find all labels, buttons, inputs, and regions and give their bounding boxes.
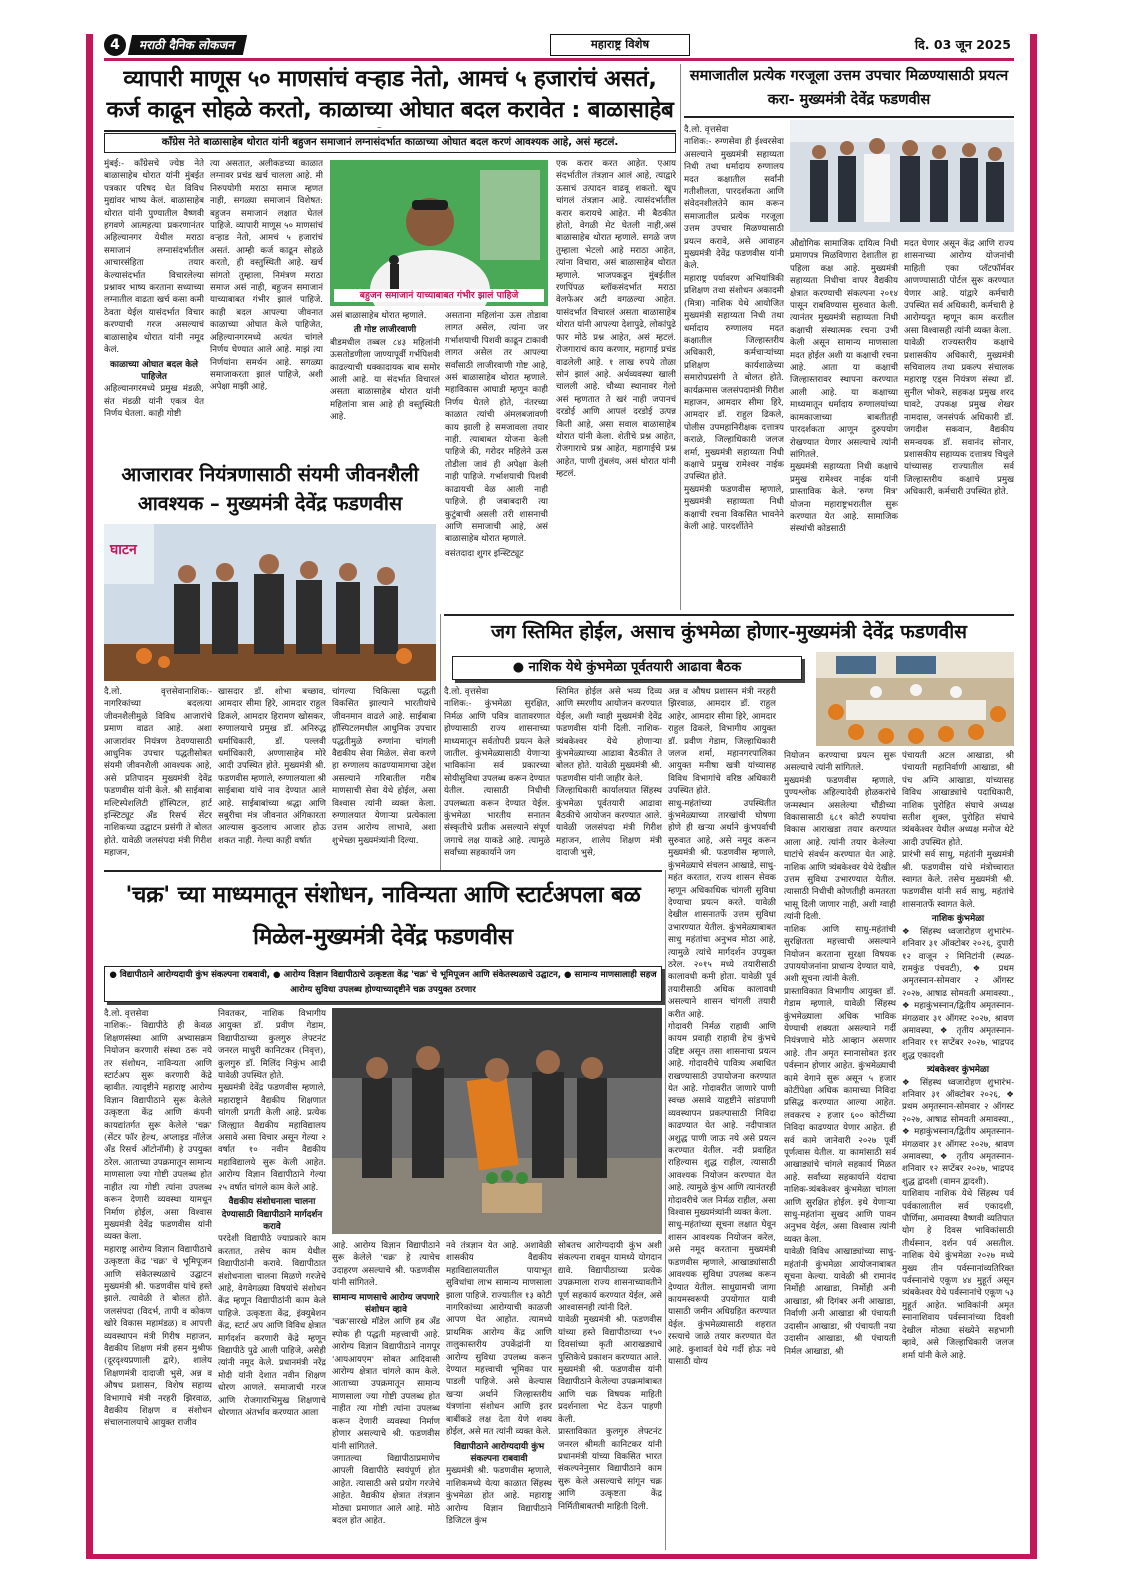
- story1-headline: व्यापारी माणूस ५० माणसांचं वऱ्हाड नेतो, आमचं ५ हजारांचं असतं, कर्ज काढून सोहळे करतो, काळाच्या ओघात बदल करावेत : बाळासाहेब: [106, 66, 674, 123]
- story5-subhead-1: वैद्यकीय संशोधनाला चालना देण्यासाठी विद्यापीठाने मार्गदर्शन करावे: [221, 1197, 323, 1232]
- workshop-photo: [790, 120, 1014, 232]
- dignitaries-illustration: [790, 120, 1014, 232]
- story2-col2: [790, 238, 898, 612]
- story1-subhead-2: ती गोष्ट लाजीरवाणी: [353, 325, 417, 336]
- story5-col4-text-b: मुख्यमंत्री श्री. फडणवीस म्हणाले, नाशिकमध्ये येत्या काळात सिंहस्थ कुंभमेळा होत आहे. महाराष्ट्र आरोग्य विज्ञान विद्यापीठाने डिजिटल कुंभ: [446, 1466, 552, 1526]
- story5-col3-text-b: 'चक्र'सारखे मॉडेल आणि हब अँड स्पोक ही पद्धती महत्त्वाची आहे. आरोग्य विज्ञान विद्यापीठाने नागपूर 'आयआयएम' सोबत आदिवासी आरोग्य क्षेत्रात चांगले काम केले. आताच्या उपक्रमातून सामान्य माणसाला ज्या गोष्टी उपलब्ध होत नाहीत त्या गोष्टी त्यांना उपलब्ध करून देणारी व्यवस्था निर्माण होणार असल्याचे श्री. फडणवीस यांनी सांगितले. जगातल्या विद्यापीठाप्रमाणेच आपली विद्यापीठे स्वयंपूर्ण होत आहेत. त्यासाठी असे प्रयोग गरजेचे आहेत. वैद्यकीय क्षेत्रात तंत्रज्ञान मोठ्या प्रमाणात आले आहे. मोठे बदल होत आहेत.: [332, 1317, 440, 1526]
- story3-col3-text: चांगल्या चिकित्सा पद्धती विकसित झाल्याने भारतीयांचे जीवनमान वाढले आहे. साईबाबा हॉस्पिटलमधील आधुनिक उपचार पद्धतीमुळे रुग्णांना चांगली वैद्यकीय सेवा मिळेल. सेवा करणे हा रुग्णालय काढण्यामागचा उद्देश असल्याने गरिबातील गरीब माणसाची सेवा येथे होईल, असा विश्वास त्यांनी व्यक्त केला. रुग्णालयात येणाऱ्या प्रत्येकाला उत्तम आरोग्य लाभावे, अशा शुभेच्छा मुख्यमंत्र्यांनी दिल्या.: [332, 687, 436, 846]
- meeting-illustration: [816, 652, 1014, 746]
- story5-col4: [446, 1240, 552, 1550]
- masthead: [104, 34, 1014, 58]
- story5-col2-text: निवतकर, नाशिक विभागीय आयुक्त डॉ. प्रवीण गेडाम, विद्यापीठाच्या कुलगुरु लेफ्टनंट जनरल माधुरी कानिटकर (निवृत्त), कुलगुरु डॉ. मिलिंद निकुंभ आदी यावेळी उपस्थित होते. मुख्यमंत्री देवेंद्र फडणवीस म्हणाले, महाराष्ट्राने वैद्यकीय शिक्षणात चांगली प्रगती केली आहे. प्रत्येक जिल्ह्यात वैद्यकीय महाविद्यालय असावे असा विचार असून गेल्या २ वर्षात १० नवीन वैद्यकीय महाविद्यालये सुरू केली आहेत. आरोग्य विज्ञान विद्यापीठाने गेल्या २५ वर्षात चांगले काम केले आहे.: [218, 1009, 326, 1193]
- story4-col1: [444, 686, 550, 866]
- story5-subhead-3: विद्यापीठाने आरोग्यदायी कुंभ संकल्पना राबवावी: [453, 1441, 545, 1464]
- ceremony-illustration: [332, 1008, 662, 1234]
- story1-col3: [330, 310, 440, 455]
- story1-col4-end: वसंतदादा शुगर इन्स्टिट्यूट: [445, 548, 524, 559]
- story1-col3-text: असं बाळासाहेब थोरात म्हणाले.: [330, 311, 427, 321]
- story1-col1: [104, 158, 204, 455]
- story1-col2: [210, 158, 323, 455]
- column-rule: [665, 870, 666, 1550]
- story4-col3: [668, 686, 776, 1550]
- speaker-illustration: [330, 160, 548, 306]
- photo-caption: बहुजन समाजानं याच्याबाबत गंभीर झालं पाहिजे: [334, 289, 544, 302]
- story5-col3: [332, 1240, 440, 1550]
- story4-col4: [784, 750, 896, 1550]
- story3-col3: [332, 686, 436, 866]
- story4-col2: [556, 686, 662, 866]
- issue-date: दि. 03 जून 2025: [914, 37, 1011, 52]
- story1-subhead-1: काळाच्या ओघात बदल केले पाहिजेत: [110, 359, 198, 382]
- nashik-kumbh-dates: ❖ सिंहस्थ ध्वजारोहण शुभारंभ-शनिवार ३१ ऑक्टोबर २०२६, दुपारी १२ वाजून २ मिनिटांनी (स्थळ-रामकुंड पंचवटी), ❖ प्रथम अमृतस्नान-सोमवार २ ऑगस्ट २०२७, आषाढ सोमवती अमावस्या., ❖ महाकुंभस्नान/द्वितीय अमृतस्नान-मंगळवार ३१ ऑगस्ट २०२७, श्रावण अमावस्या, ❖ तृतीय अमृतस्नान-शनिवार ११ सप्टेंबर २०२७, भाद्रपद शुद्ध एकादशी: [902, 926, 1014, 1061]
- story2-col3-text: मदत घेणार असून केंद्र आणि राज्य शासनाच्या आरोग्य योजनांची माहिती एका प्लॅटफॉर्मवर आणण्यासाठी पोर्टल सुरू करण्यात येणार आहे. यांद्वारे कर्मचारी उपस्थित सर्व अधिकारी, कर्मचारी हे आरोग्यदूत म्हणून काम करतील असा विश्वासही त्यांनी व्यक्त केला. यावेळी राज्यस्तरीय कक्षाचे प्रशासकीय अधिकारी, मुख्यमंत्री सचिवालय तथा प्रकल्प संचालक महाराष्ट्र एड्स नियंत्रण संस्था डॉ. सुनील भोकरे, सहकक्ष प्रमुख शरद घावटे, उपकक्ष प्रमुख शेखर नामदास, जनसंपर्क अधिकारी डॉ. जगदीश सकवान, वैद्यकीय समन्वयक डॉ. सवानंद सोनार, प्रशासकीय सहाय्यक दत्तात्रय चिथुले यांच्यासह राज्यातील सर्व जिल्हास्तरीय कक्षाचे प्रमुख अधिकारी, कर्मचारी उपस्थित होते.: [904, 239, 1014, 498]
- story1-col3-text-b: बीडमधील तब्बल ८४३ महिलांनी ऊसतोडणीला जाण्यापूर्वी गर्भपिशवी काढल्याची धक्कादायक बाब समोर आली आहे. या संदर्भात विचारलं असता बाळासाहेब थोरात यांनी महिलांना त्रास आहे ही वस्तुस्थिती आहे.: [330, 337, 440, 423]
- divider: [684, 116, 1014, 118]
- section-label: महाराष्ट्र विशेष: [550, 34, 690, 56]
- story1-col1-text-b: अहिल्यानगरमध्ये प्रमुख मंडळी, संत मंडळी यांनी एकत्र येत निर्णय घेतला. काही गोष्टी: [104, 384, 204, 420]
- story5-headline: 'चक्र' च्या माध्यमातून संशोधन, नाविन्यता आणि स्टार्टअपला बळ मिळेल-मुख्यमंत्री देवेंद्र फडणवीस: [125, 882, 641, 950]
- column-rule: [680, 64, 681, 610]
- tryambak-kumbh-dates: ❖ सिंहस्थ ध्वजारोहण शुभारंभ- शनिवार ३१ ऑक्टोबर २०२६, ❖ प्रथम अमृतस्नान-सोमवार २ ऑगस्ट २०२७, आषाढ सोमवती अमावस्या., ❖ महाकुंभस्नान/द्वितीय अमृतस्नान-मंगळवार ३१ ऑगस्ट २०२७, श्रावण अमावस्या, ❖ तृतीय अमृतस्नान-शनिवार १२ सप्टेंबर २०२७, भाद्रपद शुद्ध द्वादशी (वामन द्वादशी). याशिवाय नाशिक येथे सिंहस्थ पर्व पर्वकालातील सर्व एकादशी, पौर्णिमा, अमावस्या वैष्णवी व्यतिपात योग हे दिवस भाविकांसाठी तीर्थस्नान, दर्शन पर्व असतील. नाशिक येथे कुंभमेळा २०२७ मध्ये मुख्य तीन पर्वस्नानांव्यतिरिक्त पर्वस्नानांचे एकूण ४४ मुहूर्त असून त्र्यंबकेश्वर येथे पर्वस्नानांचे एकूण ५३ मुहूर्त आहेत. भाविकांनी अमृत स्नानाशिवाय पर्वस्नानांच्या दिवशी देखील मोठ्या संख्येने सहभागी व्हावे, असे जिल्हाधिकारी जलज शर्मा यांनी केले आहे.: [902, 1077, 1014, 1361]
- paper-name: मराठी दैनिक लोकजन: [128, 35, 247, 55]
- hospital-inauguration-photo: [104, 524, 436, 681]
- masthead-rule: [104, 58, 1014, 61]
- story4-col2-text: स्तिमित होईल असे भव्य दिव्य आणि स्मरणीय आयोजन करण्यात येईल, अशी ग्वाही मुख्यमंत्री देवेंद्र फडणवीस यांनी दिली. नाशिक-त्र्यंबकेश्वर येथे होणाऱ्या कुंभमेळ्याच्या आढावा बैठकीत ते बोलत होते. यावेळी मुख्यमंत्री श्री. फडणवीस यांनी जाहीर केले. जिल्हाधिकारी कार्यालयात सिंहस्थ कुंभमेळा पूर्वतयारी आढावा बैठकीचे आयोजन करण्यात आले. यावेळी जलसंपदा मंत्री गिरीश महाजन, शालेय शिक्षण मंत्री दादाजी भुसे,: [556, 687, 662, 859]
- story1-col1-text: मुंबई:- काँग्रेसचे ज्येष्ठ नेते बाळासाहेब थोरात यांनी मुंबईत पत्रकार परिषद घेत विविध मुद्यांवर भाष्य केलं. बाळासाहेब थोरात यांनी पुण्यातील वैष्णवी हगवणे आत्महत्या प्रकरणानंतर अहिल्यानगर येथील मराठा समाजानं लग्नासंदर्भातील आचारसंहिता तयार केल्यासंदर्भात विचारलेल्या प्रश्नावर भाष्य करताना सध्याच्या लग्नातील वाढता खर्च कसा कमी ठेवता येईल यासंदर्भात विचार करण्याची गरज असल्याचं बाळासाहेब थोरात यांनी नमूद केलं.: [104, 159, 204, 356]
- story3-col2-text: खासदार डॉ. शोभा बच्छाव, आमदार सीमा हिरे, आमदार राहुल ढिकले, आमदार हिरामण खोसकर, रुग्णालयाचे प्रमुख डॉ. अनिरुद्ध धर्माधिकारी, डॉ. पल्लवी धर्माधिकारी, अण्णासाहेब मोरे आदी उपस्थित होते. मुख्यमंत्री श्री. फडणवीस म्हणाले, रुग्णालयाला श्री साईबाबा यांचे नाव देण्यात आले आहे. साईबाबांच्या श्रद्धा आणि सबुरीचा मंत्र जीवनात अंगिकारता आल्यास कुठलाच आजार होऊ शकत नाही. गेल्या काही वर्षात: [218, 687, 326, 846]
- story5-deck: ● विद्यापीठाने आरोग्यदायी कुंभ संकल्पना राबवावी, ● आरोग्य विज्ञान विद्यापीठाचे उत्कृष्टता केंद्र 'चक्र' चे भूमिपूजन आणि संकेतस्थळाचे उद्घाटन, ● सामान्य माणसालाही सहज आरोग्य सुविधा उपलब्ध होण्याच्यादृष्टीने चक्र उपयुक्त ठरणार: [104, 966, 662, 1002]
- story5-col1-text: दै.लो. वृत्तसेवा नाशिक:- विद्यापीठे ही केवळ शिक्षणसंस्था आणि अभ्यासक्रम नियोजन करणारी संस्था ठरू नये तर संशोधन, नाविन्यता आणि स्टार्टअप सुरू करणारी केंद्रे व्हावीत. त्यादृष्टीने महाराष्ट्र आरोग्य विज्ञान विद्यापीठाने सुरू केलेले उत्कृष्टता केंद्र आणि कंपनी कायद्यांतर्गत सुरू केलेले 'चक्र' (सेंटर फॉर हेल्थ, अप्लाइड नॉलेज अँड रिसर्च ऑटोनॉमी) हे उपयुक्त ठरेल. आताच्या उपक्रमातून सामान्य माणसाला ज्या गोष्टी उपलब्ध होत नाहीत त्या गोष्टी त्यांना उपलब्ध करून देणारी व्यवस्था यामधून निर्माण होईल, असा विश्वास मुख्यमंत्री देवेंद्र फडणवीस यांनी व्यक्त केला. महाराष्ट्र आरोग्य विज्ञान विद्यापीठाचे उत्कृष्टता केंद्र 'चक्र' चे भूमिपूजन आणि संकेतस्थळाचे उद्घाटन मुख्यमंत्री श्री. फडणवीस यांचे हस्ते झाले. त्यावेळी ते बोलत होते. जलसंपदा (विदर्भ, तापी व कोकण खोरे विकास महामंडळ) व आपत्ती व्यवस्थापन मंत्री गिरीष महाजन, वैद्यकीय शिक्षण मंत्री हसन मुश्रीफ (दूरदृश्यप्रणाली द्वारे), शालेय शिक्षणमंत्री दादाजी भुसे, अन्न व औषध प्रशासन, विशेष सहाय्य विभागाचे मंत्री नरहरी झिरवाळ, वैद्यकीय शिक्षण व संशोधन संचालनालयाचे आयुक्त राजीव: [104, 1009, 212, 1429]
- divider: [104, 130, 676, 132]
- divider: [444, 614, 1014, 616]
- thorat-photo: [330, 160, 548, 306]
- story4-col5: [902, 750, 1014, 1550]
- page-number-badge: 4: [104, 34, 126, 56]
- story5-col3-text: आहे. आरोग्य विज्ञान विद्यापीठाने सुरू केलेले 'चक्र' हे त्याचेच उदाहरण असल्याचे श्री. फडणवीस यांनी सांगितले.: [332, 1241, 440, 1289]
- story5-col5-text: सोबतच आरोग्यदायी कुंभ अशी संकल्पना राबवून यामध्ये योगदान द्यावे. विद्यापीठाच्या प्रत्येक उपक्रमाला राज्य शासनाच्यावतीने पूर्ण सहकार्य करण्यात येईल, असे आश्वासनही त्यांनी दिले. यावेळी मुख्यमंत्री श्री. फडणवीस यांच्या हस्ते विद्यापीठाच्या १५० दिवसांच्या कृती आराखड्याचे पुस्तिकेचे प्रकाशन करण्यात आले. मुख्यमंत्री श्री. फडणवीस यांनी विद्यापीठाने केलेल्या उपक्रमांबाबत आणि चक्र विषयक माहिती प्रदर्शनाला भेट देऊन पाहणी केली. प्रास्ताविकात कुलगुरु लेफ्टनंट जनरल श्रीमती कानिटकर यांनी प्रधानमंत्री यांच्या विकसित भारत संकल्पनेनुसार विद्यापीठाने काम सुरू केले असल्याचे सांगून चक्र आणि उत्कृष्टता केंद्र निर्मितीबाबतची माहिती दिली.: [558, 1241, 662, 1512]
- left-margin-bar: [86, 34, 93, 1554]
- story4-col1-text: दै.लो. वृत्तसेवा नाशिक:- कुंभमेळा सुरक्षित, निर्मळ आणि पवित्र वातावरणात होण्यासाठी राज्य शासनाच्या माध्यमातून सर्वतोपरी प्रयत्न केले जातील. कुंभमेळ्यासाठी येणाऱ्या भाविकांना सर्व प्रकारच्या सोयीसुविधा उपलब्ध करून देण्यात येतील. त्यासाठी निधीची उपलब्धता करून देण्यात येईल. कुंभमेळा भारतीय सनातन संस्कृतीचे प्रतीक असल्याने संपूर्ण जगाचे लक्ष याकडे आहे. त्यामुळे सर्वांच्या सहकार्याने जग: [444, 687, 550, 859]
- review-meeting-photo: [816, 652, 1014, 746]
- story1-col2-text: त्या असतात, अलीकडच्या काळात लग्नावर प्रचंड खर्च चालला आहे. मी निरुपयोगी मराठा समाज म्हणत नाही, सगळ्या समाजानं विशेषत: बहुजन समाजानं लक्षात घेतलं पाहिजे. व्यापारी माणूस ५० माणसांचं वऱ्हाड नेतो, आमचं ५ हजारांचं असतं. आम्ही कर्ज काढून सोहळे करतो, ही वस्तुस्थिती आहे. खर्च सांगतो तुम्हाला, निमंत्रण मराठा समाज असं नाही, बहुजन समाजानं याच्याबाबत गंभीर झालं पाहिजे. काही बदल आपल्या जीवनात काळाच्या ओघात केले पाहिजेत, अहिल्यानगरमध्ये अत्यंत चांगले निर्णय घेण्यात आले आहे. माझं त्या निर्णयांना समर्थन आहे. सगळ्या समाजाकरता झालं पाहिजे, अशी अपेक्षा माझी आहे,: [210, 159, 323, 393]
- story5-col1: [104, 1008, 212, 1550]
- story2-col3: [904, 238, 1014, 612]
- story3-col1-text: दै.लो. वृत्तसेवानाशिक:- नागरिकांच्या बदलत्या जीवनशैलीमुळे विविध आजारांचे प्रमाण वाढत आहे. अशा आजारांवर नियंत्रण ठेवण्यासाठी आधुनिक उपचार पद्धतीसोबत संयमी जीवनशैली आवश्यक आहे, असे प्रतिपादन मुख्यमंत्री देवेंद्र फडणवीस यांनी केले. श्री साईबाबा मल्टिस्पेशलिटी हॉस्पिटल, हार्ट इन्स्टिट्यूट अँड रिसर्च सेंटर नाशिकच्या उद्घाटन प्रसंगी ते बोलत होते. यावेळी जलसंपदा मंत्री गिरीश महाजन,: [104, 687, 212, 859]
- story1-col5: [556, 158, 676, 602]
- story5-col4-text: नवे तंत्रज्ञान येत आहे. अशावेळी शासकीय वैद्यकीय महाविद्यालयातील पायाभूत सुविधांचा लाभ सामान्य माणसाला झाला पाहिजे. राज्यातील १३ कोटी नागरिकांच्या आरोग्याची काळजी आपण घेत आहोत. त्यामध्ये प्राथमिक आरोग्य केंद्र आणि तालुकास्तरीय उपकेंद्रांनी या आरोग्य सुविधा उपलब्ध करून देण्यात महत्त्वाची भूमिका पार पाडली पाहिजे. असे केल्यास खऱ्या अर्थाने जिल्हास्तरीय यंत्रणांना संशोधन आणि इतर बाबींकडे लक्ष देता येणे शक्य होईल, असे मत त्यांनी व्यक्त केले.: [446, 1241, 552, 1438]
- svg-text:घाटन: घाटन: [110, 542, 137, 558]
- tryambak-kumbh-subhead: त्र्यंबकेश्वर कुंभमेळा: [927, 1065, 989, 1076]
- chakra-bhoomipujan-photo: [332, 1008, 662, 1234]
- story2-headline: समाजातील प्रत्येक गरजूला उत्तम उपचार मिळण्यासाठी प्रयत्न करा- मुख्यमंत्री देवेंद्र फडणवीस: [689, 68, 1009, 108]
- story4-headline: जग स्तिमित होईल, असाच कुंभमेळा होणार-मुख्यमंत्री देवेंद्र फडणवीस: [490, 621, 968, 643]
- right-margin-bar: [1030, 34, 1037, 1554]
- column-rule: [440, 614, 441, 870]
- story2-col1-text: दै.लो. वृत्तसेवा नाशिक:- रुग्णसेवा ही ईश्वरसेवा असल्याने मुख्यमंत्री सहाय्यता निधी तथा धर्मादाय रुग्णालय मदत कक्षातील सर्वांनी गतीशीलता, पारदर्शकता आणि संवेदनशीलतेने काम करून समाजातील प्रत्येक गरजूला उत्तम उपचार मिळण्यासाठी प्रयत्न करावे, असे आवाहन मुख्यमंत्री देवेंद्र फडणवीस यांनी केले. महाराष्ट्र पर्यावरण अभियांत्रिकी प्रशिक्षण तथा संशोधन अकादमी (मित्रा) नाशिक येथे आयोजित मुख्यमंत्री सहाय्यता निधी तथा धर्मादाय रुग्णालय मदत कक्षातील जिल्हास्तरीय अधिकारी, कर्मचाऱ्यांच्या प्रशिक्षण कार्यशाळेच्या समारोपप्रसंगी ते बोलत होते. कार्यक्रमास जलसंपदामंत्री गिरीश महाजन, आमदार सीमा हिरे, आमदार डॉ. राहुल ढिकले, पोलीस उपमहानिरीक्षक दत्तात्रय कराळे, जिल्हाधिकारी जलज शर्मा, मुख्यमंत्री सहाय्यता निधी कक्षाचे प्रमुख रामेश्वर नाईक उपस्थित होते. मुख्यमंत्री फडणवीस म्हणाले, मुख्यमंत्री सहाय्यता निधी कक्षाची रचना विकसित भावनेने केली आहे. पारदर्शीतेने: [684, 125, 784, 532]
- story3-col1: [104, 686, 212, 866]
- bottom-bar: [86, 1554, 1037, 1559]
- story5-subhead-2: सामान्य माणसाचे आरोग्य जपणारे संशोधन व्हावे: [332, 1292, 440, 1316]
- story4-kicker: ● नाशिक येथे कुंभमेळा पूर्वतयारी आढावा बैठक: [452, 656, 802, 680]
- story1-col5-text: एक करार करत आहेत. एआय संदर्भातील तंत्रज्ञान आलं आहे, त्याद्वारे ऊसाचं उत्पादन वाढवू शकतो. खूप चांगलं तंत्रज्ञान आहे. त्यासंदर्भातील करार करायचे आहेत. मी बैठकीत होतो, वेगळी मेट घेतली नाही,असं बाळासाहेब थोरात म्हणाले. सगळे जण तुम्हाला भेटलो आहे मराठा आहेत, त्यांना विचारा, असं बाळासाहेब थोरात म्हणाले. भाजपकडून मुंबईतील रणपिंपळ ब्लॉकसंदर्भात मराठा वेलफेअर अटी वगळल्या आहेत. यासंदर्भात विचारलं असता बाळासाहेब थोरात यांनी आपल्या देशापुढे, लोकांपुढे फार मोठे प्रश्न आहेत, असं म्हटलं. रोजगाराचं काय करणार, महागाई प्रचंड वाढलेली आहे. १ लाख रुपये तोळा सोनं झालं आहे. अर्थव्यवस्था खाली चालली आहे. चौथ्या स्थानावर गेलो असं म्हणतात ते खरं नाही जपानचं दरडोई आणि आपलं दरडोई उत्पन्न किती आहे, असा सवाल बाळासाहेब थोरात यांनी केला. शेतीचे प्रश्न आहेत, रोजगाराचे प्रश्न आहेत, महागाईचे प्रश्न आहेत, पाणी तुंबलंय, असं थोरात यांनी म्हटलं.: [556, 159, 676, 480]
- story3-headline: आजारावर नियंत्रणासाठी संयमी जीवनशैली आवश्यक – मुख्यमंत्री देवेंद्र फडणवीस: [121, 463, 419, 515]
- story2-col2-text: औद्योगिक सामाजिक दायित्व निधी प्रमाणपत्र मिळविणारा देशातील हा पहिला कक्ष आहे. मुख्यमंत्री सहाय्यता निधीचा वापर वैद्यकीय क्षेत्रात करण्याची संकल्पना २०१४ पासून राबविण्यास सुरुवात केली. त्यानंतर मुख्यमंत्री सहाय्यता निधी कक्षाची संस्थात्मक रचना उभी केली असून सामान्य माणसाला मदत होईल अशी या कक्षाची रचना आहे. आता या कक्षाची जिल्हास्तरावर स्थापना करण्यात आली आहे. या कक्षाच्या माध्यमातून धर्मादाय रुग्णालयांच्या कामकाजाच्या बाबतीतही पारदर्शकता आणून दुरुपयोग रोखण्यात येणार असल्याचे त्यांनी सांगितले. मुख्यमंत्री सहाय्यता निधी कक्षाचे प्रमुख रामेश्वर नाईक यांनी प्रास्ताविक केले. 'रुग्ण मित्र' योजना महाराष्ट्रभरातील सुरू करण्यात येत आहे. सामाजिक संस्थांची कोडसाठी: [790, 239, 898, 535]
- story5-col2: [218, 1008, 326, 1550]
- story2-col1: [684, 124, 784, 612]
- story4-col4-text: नियोजन करण्याचा प्रयत्न सुरू असल्याचे त्यांनी सांगितले. मुख्यमंत्री फडणवीस म्हणाले, पुण्यश्लोक अहिल्यादेवी होळकरांचे जन्मस्थान असलेल्या चौंडीच्या विकासासाठी ६८१ कोटी रुपयांचा विकास आराखडा तयार करण्यात आला आहे. त्यांनी तयार केलेल्या घाटांचे संवर्धन करण्यात येत आहे. नाशिक आणि त्र्यंबकेश्वर येथे देखील उत्तम सुविधा उभारण्यात येतील. त्यासाठी निधीची कोणतीही कमतरता भासू दिली जाणार नाही, अशी ग्वाही त्यांनी दिली. नाशिक आणि साधु-महंतांची सुरक्षितता महत्त्वाची असल्याने नियोजन करताना सुरक्षा विषयक उपाययोजनांना प्राधान्य देण्यात यावे, अशी सूचना त्यांनी केली. प्रास्ताविकात विभागीय आयुक्त डॉ. गेडाम म्हणाले, यावेळी सिंहस्थ कुंभमेळ्याला अधिक भाविक येण्याची शक्यता असल्याने गर्दी नियंत्रणाचे मोठे आव्हान असणार आहे. तीन अमृत स्नानासोबत इतर पर्वस्नान होणार आहेत. कुंभमेळ्याची कामे वेगाने सुरू असून ५ हजार कोटींपेक्षा अधिक कामाच्या निविदा प्रसिद्ध करण्यात आल्या आहेत. लवकरच २ हजार ६०० कोटींच्या निविदा काढण्यात येणार आहेत. ही सर्व कामे जानेवारी २०२७ पूर्वी पूर्णत्वास येतील. या कामांसाठी सर्व आखाड्यांचे चांगले सहकार्य मिळत आहे. सर्वांच्या सहकार्याने यंदाचा नाशिक-त्र्यंबकेश्वर कुंभमेळा चांगला आणि सुरक्षित होईल. इथे येणाऱ्या साधु-महंतांना सुखद आणि पावन अनुभव येईल, असा विश्वास त्यांनी व्यक्त केला. यावेळी विविध आखाड्यांच्या साधु-महंतांनी कुंभमेळा आयोजनाबाबत सूचना केल्या. यावेळी श्री रामानंद निर्मोही आखाडा, निर्मोही अनी आखाडा, श्री दिगंबर अनी आखाडा, निर्वाणी अनी आखाडा श्री पंचायती उदासीन आखाडा, श्री पंचायती नया उदासीन आखाडा, श्री पंचायती निर्मल आखाडा, श्री: [784, 751, 896, 1357]
- story5-col5: [558, 1240, 662, 1550]
- story3-col2: [218, 686, 326, 866]
- divider: [104, 870, 662, 872]
- story1-col4: [445, 310, 548, 602]
- story1-col4-text: असताना महिलांना ऊस तोडावा लागत असेल, त्यांना जर गर्भाशयाची पिशवी काढून टाकावी लागत असेल तर आपल्या सर्वांसाठी लाजीरवाणी गोष्ट आहे, असं बाळासाहेब थोरात म्हणाले. महाविकास आघाडी म्हणून काही निर्णय घेतले होते, नंतरच्या काळात त्यांची अंमलबजावणी काय झाली हे समजावला तयार नाही. त्याबाबत योजना केली पाहिजे की, गरोदर महिलेने ऊस तोडीला जावं ही अपेक्षा केली नाही पाहिजे. गर्भाशयाची पिशवी काढायची वेळ आली नाही पाहिजे. ही जबाबदारी त्या कुटुंबाची असली तरी शासनाची आणि समाजाची आहे, असं बाळासाहेब थोरात म्हणाले.: [445, 311, 548, 545]
- ceremony-illustration: [104, 524, 436, 681]
- story4-col5-text: पंचायती अटल आखाडा, श्री पंचायती महानिर्वाणी आखाडा, श्री पंच अग्नि आखाडा, यांच्यासह विविध आखाड्यांचे पदाधिकारी, नाशिक पुरोहित संघाचे अध्यक्ष सतीश शुक्ल, पुरोहित संघाचे त्र्यंबकेश्वर येथील अध्यक्ष मनोज थेटे आदी उपस्थित होते. प्रारंभी सर्व साधु, महंतांनी मुख्यमंत्री श्री. फडणवीस यांचे मंत्रोच्चारात स्वागत केले. तसेच मुख्यमंत्री श्री. फडणवीस यांनी सर्व साधु, महंतांचे शासनातर्फे स्वागत केले.: [902, 751, 1014, 910]
- nashik-kumbh-subhead: नाशिक कुंभमेळा: [931, 914, 985, 925]
- story5-col2-text-b: परदेशी विद्यापीठे ज्याप्रकारे काम करतात, तसेच काम येथील विद्यापीठांनी करावे. विद्यापीठात संशोधनाला चालना मिळणे गरजेचे आहे, वेगवेगळ्या विषयांचे संशोधन केंद्र म्हणून विद्यापीठांनी काम केले पाहिजे. उत्कृष्टता केंद्र, इंक्युबेशन केंद्र, स्टार्ट अप आणि विविध क्षेत्रात मार्गदर्शन करणारी केंद्रे म्हणून विद्यापीठे पुढे आली पाहिजे, असेही त्यांनी नमूद केले. प्रधानमंत्री नरेंद्र मोदी यांनी देशात नवीन शिक्षण धोरण आणले. समाजाची गरज आणि रोजगाराभिमुख शिक्षणाचे धोरणात अंतर्भाव करण्यात आला: [218, 1234, 326, 1418]
- story1-deck: काँग्रेस नेते बाळासाहेब थोरात यांनी बहुजन समाजानं लग्नासंदर्भात काळाच्या ओघात बदल करणं आवश्यक आहे, असं म्हटलं.: [104, 133, 676, 153]
- story4-col3-text: अन्न व औषध प्रशासन मंत्री नरहरी झिरवाळ, आमदार डॉ. राहुल आहेर, आमदार सीमा हिरे, आमदार राहुल ढिकले, विभागीय आयुक्त डॉ. प्रवीण गेडाम, जिल्हाधिकारी जलज शर्मा, महानगरपालिका आयुक्त मनीषा खत्री यांच्यासह विविध विभागांचे वरिष्ठ अधिकारी उपस्थित होते. साधु-महंतांच्या उपस्थितीत कुंभमेळ्याच्या तारखांची घोषणा होणे ही खऱ्या अर्थाने कुंभपर्वाची सुरुवात आहे, असे नमूद करून मुख्यमंत्री श्री. फडणवीस म्हणाले, कुंभमेळ्याचे संचलन आखाडे, साधु-महंत करतात, राज्य शासन सेवक म्हणून अधिकाधिक चांगली सुविधा देण्याचा प्रयत्न करते. यावेळी देखील शासनातर्फे उत्तम सुविधा उभारण्यात येतील. कुंभमेळ्याबाबत साधु महंतांचा अनुभव मोठा आहे, त्यामुळे त्यांचे मार्गदर्शन उपयुक्त ठरेल. २०१५ मध्ये तयारीसाठी कालावधी कमी होता. यावेळी पूर्व तयारीसाठी अधिक कालावधी असल्याने शासन चांगली तयारी करीत आहे. गोदावरी निर्मळ राहावी आणि कायम प्रवाही राहावी हेच कुंभचे उद्दिष्ट असून तसा शासनाचा प्रयत्न आहे. गोदावरीचे पावित्र्य अबाधित राखण्यासाठी उपायोजना करण्यात येत आहे. गोदावरीत जाणारे पाणी स्वच्छ असावे याहृष्टीने सांडपाणी व्यवस्थापन प्रकल्पासाठी निविदा काढण्यात येत आहे. नदीपात्रात अशुद्ध पाणी जाऊ नये असे प्रयत्न करण्यात येतील. नदी प्रवाहित राहिल्यास शुद्ध राहील, त्यासाठी आवश्यक नियोजन करण्यात येत आहे. त्यामुळे कुंभ आणि त्यानंतरही गोदावरीचे जल निर्मळ राहील, असा विश्वास मुख्यमंत्र्यांनी व्यक्त केला. साधु-महंतांच्या सूचना लक्षात घेवून शासन आवश्यक नियोजन करेल, असे नमूद करताना मुख्यमंत्री फडणवीस म्हणाले, आखाड्यांसाठी आवश्यक सुविधा उपलब्ध करून देण्यात येतील. साधुग्रामची जागा कायमस्वरूपी उपयोगात यावी यासाठी जमीन अधिग्रहित करण्यात येईल. कुंभमेळ्यासाठी शहरात रस्त्याचे जाळे तयार करण्यात येत आहे. कुशावर्त येथे गर्दी होऊ नये यासाठी योग्य: [668, 687, 776, 1367]
